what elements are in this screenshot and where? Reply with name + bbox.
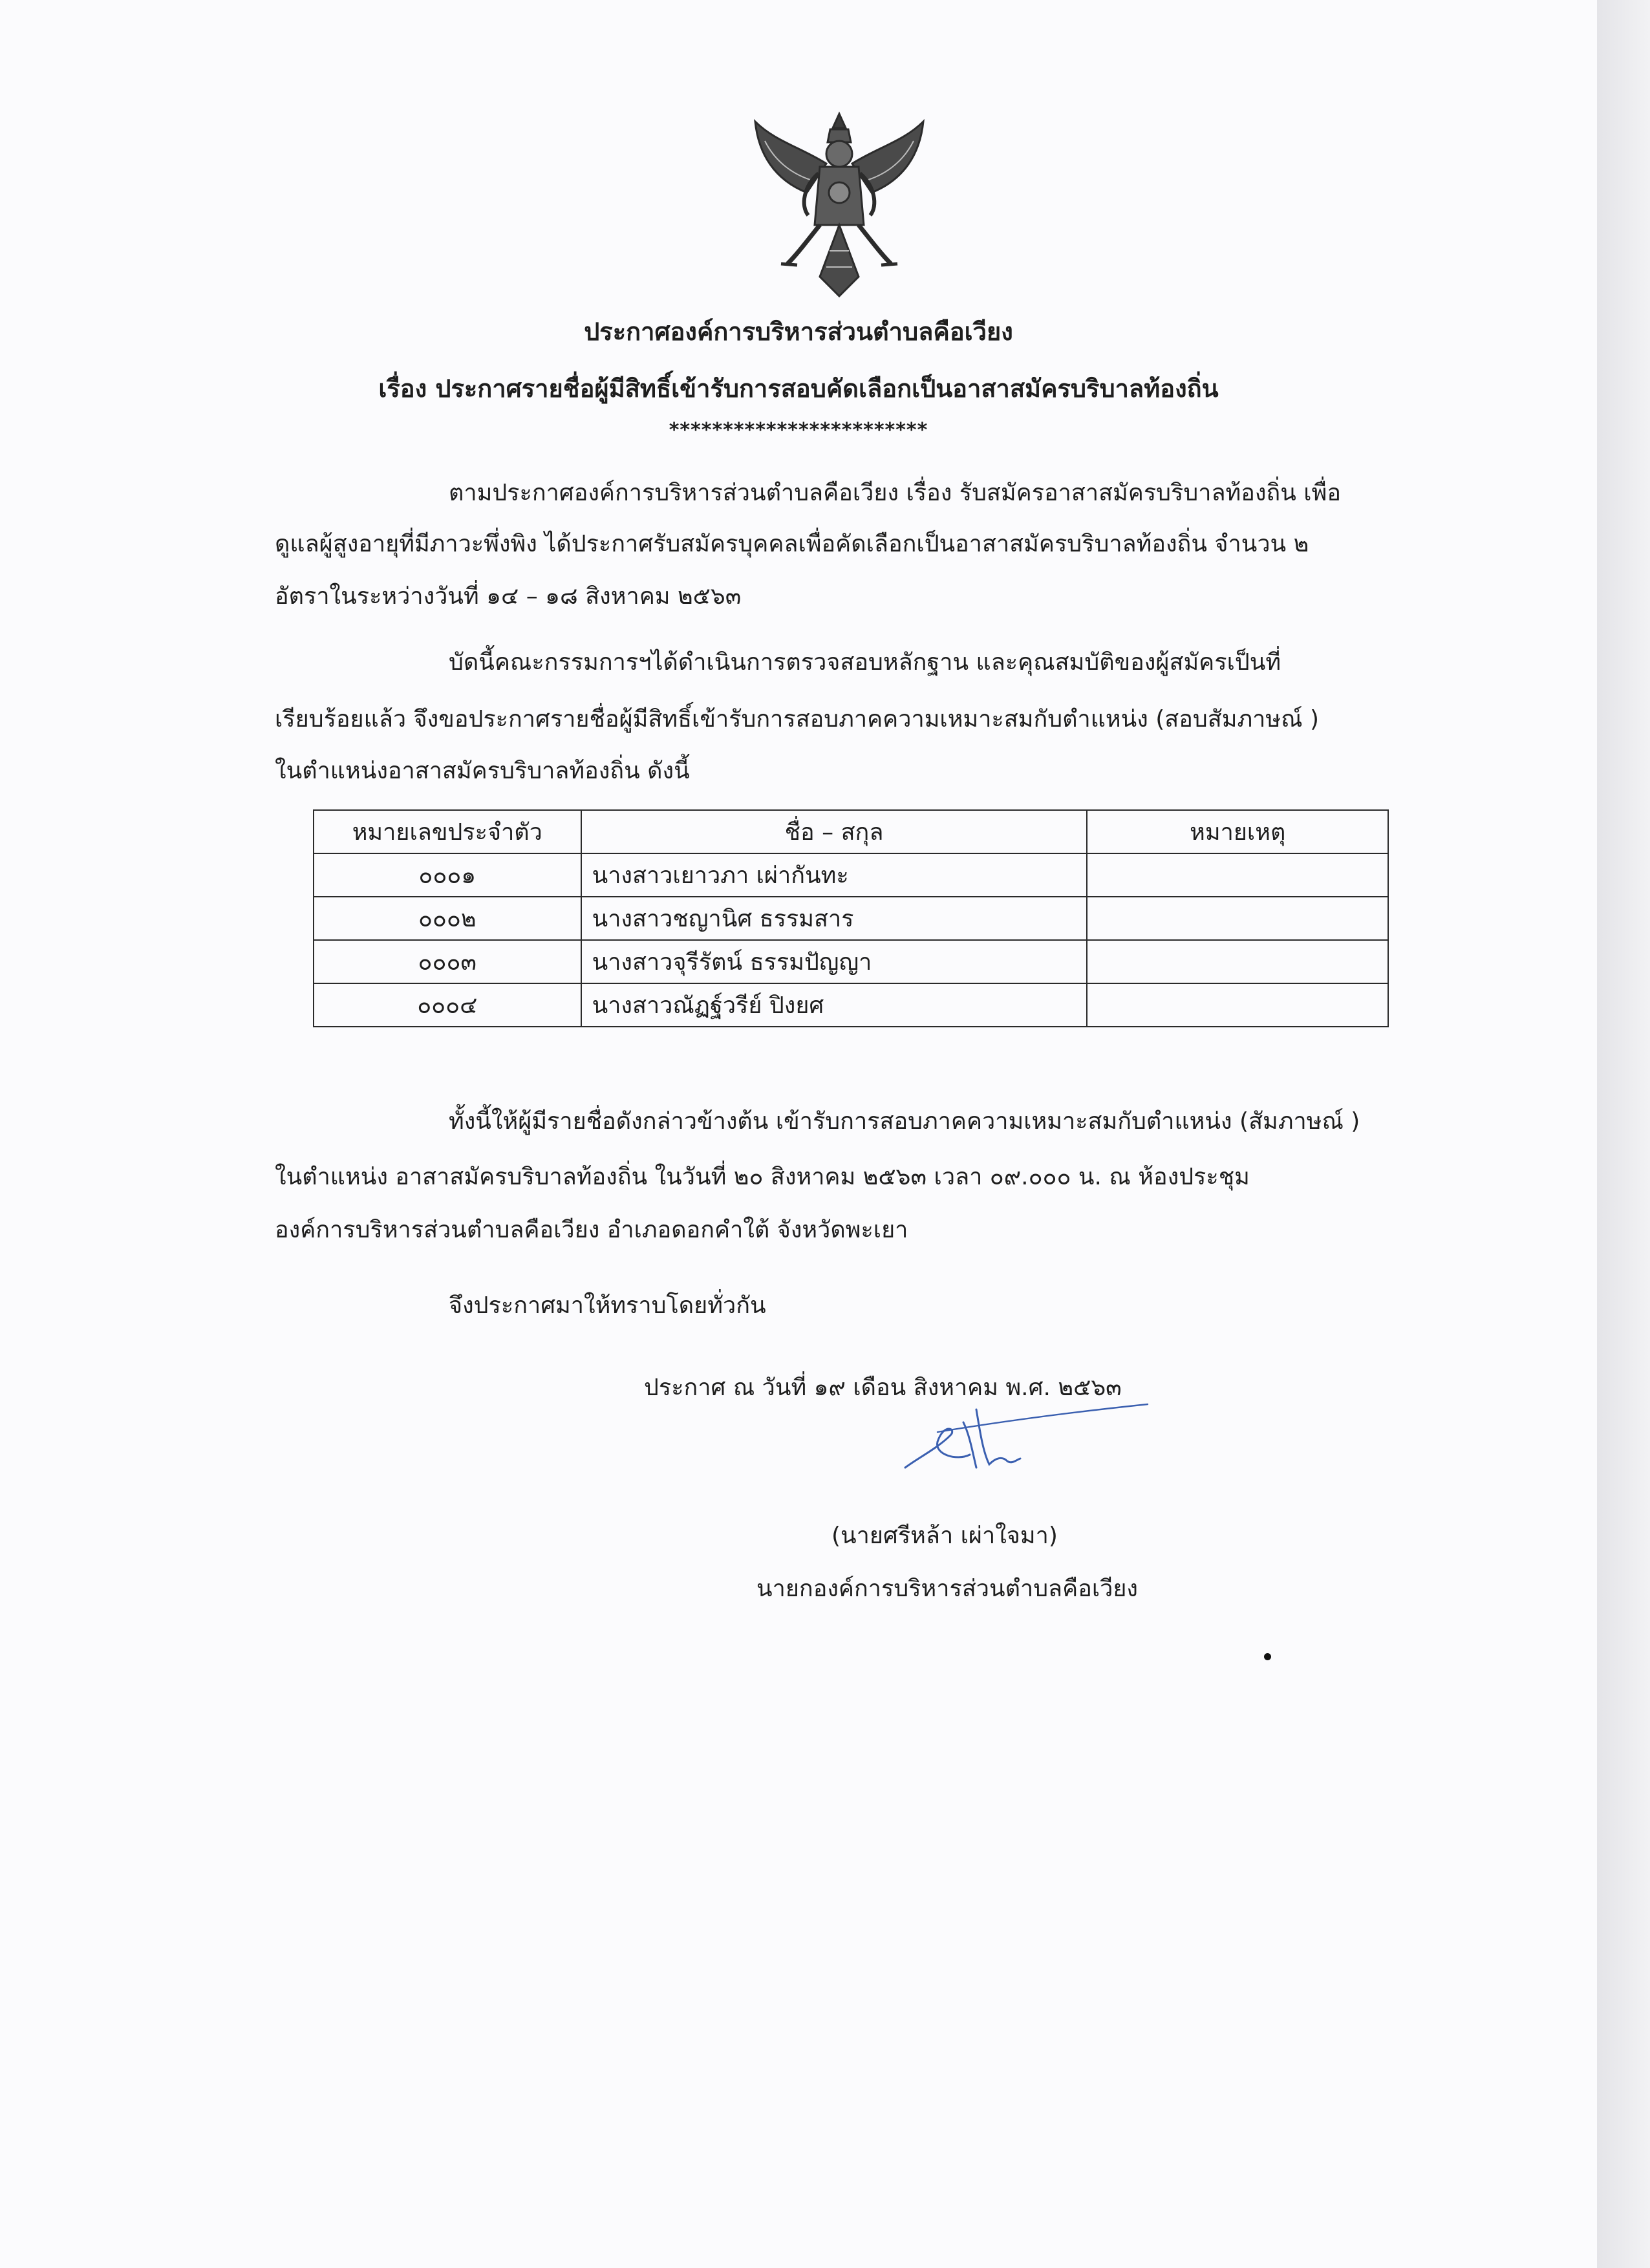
garuda-emblem-icon bbox=[736, 102, 943, 309]
announcement-title: ประกาศองค์การบริหารส่วนตำบลคือเวียง bbox=[584, 317, 1013, 346]
announcement-subject: เรื่อง ประกาศรายชื่อผู้มีสิทธิ์เข้ารับการสอบคัดเลือกเป็นอาสาสมัครบริบาลท้องถิ่น bbox=[378, 374, 1219, 403]
applicant-note bbox=[1087, 983, 1388, 1027]
table-header-row bbox=[314, 810, 1388, 853]
paragraph-1-line-2: ดูแลผู้สูงอายุที่มีภาวะพึ่งพิง ได้ประกาศรับสมัครบุคคลเพื่อคัดเลือกเป็นอาสาสมัครบริบาลท้องถิ่น จำนวน ๒ bbox=[275, 531, 1309, 557]
separator-stars: ************************ bbox=[669, 419, 928, 442]
table-row bbox=[314, 853, 1388, 897]
paragraph-1-line-1: ตามประกาศองค์การบริหารส่วนตำบลคือเวียง เรื่อง รับสมัครอาสาสมัครบริบาลท้องถิ่น เพื่อ bbox=[449, 480, 1341, 506]
announcement-date: ประกาศ ณ วันที่ ๑๙ เดือน สิงหาคม พ.ศ. ๒๕๖๓ bbox=[644, 1375, 1122, 1401]
applicant-id: ๐๐๐๑ bbox=[314, 853, 581, 897]
paragraph-2-line-2: เรียบร้อยแล้ว จึงขอประกาศรายชื่อผู้มีสิทธิ์เข้ารับการสอบภาคความเหมาะสมกับตำแหน่ง (สอบสัมภาษณ์ ) bbox=[275, 706, 1320, 733]
paragraph-3-line-3: องค์การบริหารส่วนตำบลคือเวียง อำเภอดอกคำใต้ จังหวัดพะเยา bbox=[275, 1217, 908, 1243]
table-row bbox=[314, 940, 1388, 983]
applicant-name: นางสาวณัฏฐ์วรีย์ ปิงยศ bbox=[581, 983, 1088, 1027]
applicant-name: นางสาวชญานิศ ธรรมสาร bbox=[581, 897, 1088, 940]
applicant-note bbox=[1087, 940, 1388, 983]
scan-edge bbox=[1597, 0, 1650, 2268]
paragraph-3-line-2: ในตำแหน่ง อาสาสมัครบริบาลท้องถิ่น ในวันที่ ๒๐ สิงหาคม ๒๕๖๓ เวลา ๐๙.๐๐๐ น. ณ ห้องประชุม bbox=[275, 1164, 1250, 1190]
table-row bbox=[314, 897, 1388, 940]
signatory-name: (นายศรีหล้า เผ่าใจมา) bbox=[831, 1523, 1058, 1549]
applicant-id: ๐๐๐๒ bbox=[314, 897, 581, 940]
handwritten-signature bbox=[899, 1396, 1151, 1481]
applicant-note bbox=[1087, 897, 1388, 940]
paragraph-2-line-3: ในตำแหน่งอาสาสมัครบริบาลท้องถิ่น ดังนี้ bbox=[275, 758, 690, 784]
applicant-note bbox=[1087, 853, 1388, 897]
signatory-position: นายกองค์การบริหารส่วนตำบลคือเวียง bbox=[756, 1576, 1139, 1602]
paragraph-1-line-3: อัตราในระหว่างวันที่ ๑๔ – ๑๘ สิงหาคม ๒๕๖๓ bbox=[275, 583, 742, 610]
column-header-note: หมายเหตุ bbox=[1087, 810, 1388, 853]
paragraph-3-line-1: ทั้งนี้ให้ผู้มีรายชื่อดังกล่าวข้างต้น เข้ารับการสอบภาคความเหมาะสมกับตำแหน่ง (สัมภาษณ์ ) bbox=[449, 1108, 1360, 1135]
closing-statement: จึงประกาศมาให้ทราบโดยทั่วกัน bbox=[449, 1292, 766, 1319]
applicant-name: นางสาวจุรีรัตน์ ธรรมปัญญา bbox=[581, 940, 1088, 983]
applicant-table bbox=[313, 809, 1389, 1027]
column-header-id: หมายเลขประจำตัว bbox=[314, 810, 581, 853]
column-header-name: ชื่อ – สกุล bbox=[581, 810, 1088, 853]
applicant-name: นางสาวเยาวภา เผ่ากันทะ bbox=[581, 853, 1088, 897]
scan-speck bbox=[1264, 1653, 1271, 1660]
table-row bbox=[314, 983, 1388, 1027]
paragraph-2-line-1: บัดนี้คณะกรรมการฯได้ดำเนินการตรวจสอบหลักฐาน และคุณสมบัติของผู้สมัครเป็นที่ bbox=[449, 649, 1281, 676]
applicant-id: ๐๐๐๔ bbox=[314, 983, 581, 1027]
applicant-id: ๐๐๐๓ bbox=[314, 940, 581, 983]
